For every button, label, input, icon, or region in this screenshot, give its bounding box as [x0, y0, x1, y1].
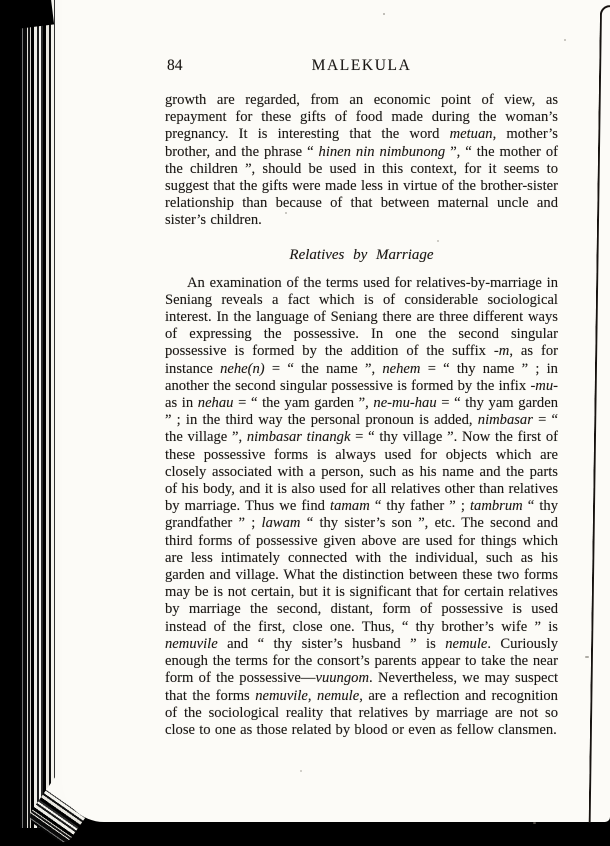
book-page-edges-texture — [20, 0, 64, 828]
text-run: = “ thy name ” ; in another the second singular possessive is formed by the infix — [165, 360, 558, 394]
scan-speck — [564, 39, 566, 41]
page-text-block — [165, 57, 558, 739]
text-run: , as for instance — [165, 343, 558, 377]
page-number: 84 — [167, 57, 183, 74]
text-run: , — [307, 687, 318, 704]
text-run: “ thy grandfather ” ; — [165, 498, 558, 532]
scan-speck — [585, 656, 589, 658]
italic-term: nimbasar tinangk — [246, 429, 351, 446]
text-run: ”, “ the mother of the children ”, should be used in this context, for it seems to suggest that the gifts were made less in virtue of the brother-sister relationship than because of that between maternal uncle and sister’s children. — [165, 143, 558, 229]
text-run: . Nevertheless, we may suspect that the forms — [165, 670, 558, 704]
italic-term: nemuvile — [165, 635, 218, 652]
italic-term: lawam — [261, 515, 301, 532]
italic-term: nemule — [445, 635, 488, 652]
text-run: “ thy father ” ; — [369, 498, 470, 515]
text-run: = “ the yam garden ”, — [233, 395, 374, 412]
text-run: , mother’s brother, and the phrase “ — [165, 126, 558, 160]
text-run: = “ thy village ”. Now the first of these possessive forms is always used for objects which are closely associated with a person, such as his name and the parts of his body, and it is also used for all relatives other than relatives by marriage. Thus we find — [165, 429, 558, 515]
italic-term: metuan — [449, 126, 493, 143]
text-run: An examination of the terms used for relatives-by-marriage in Seniang reveals a fact which is of considerable sociological interest. In the language of Seniang there are three different ways of expressing the possessive. In one the second singular possessive is formed by the addition of the suffix — [165, 274, 558, 360]
italic-term: -mu- — [530, 377, 558, 394]
page-header — [165, 57, 558, 76]
text-run: as in — [165, 395, 198, 412]
italic-term: nemuvile — [255, 687, 308, 704]
running-title: MALEKULA — [311, 57, 412, 74]
italic-term: tamam — [330, 498, 370, 515]
text-body — [165, 92, 558, 739]
italic-term: hinen nin nimbunong — [318, 143, 446, 160]
scan-speck — [533, 822, 536, 824]
text-run: = “ the village ”, — [165, 412, 558, 446]
italic-term: ne-mu-hau — [373, 395, 437, 412]
text-run: and “ thy sister’s husband ” is — [217, 635, 446, 652]
italic-term: nehem — [382, 360, 421, 377]
paragraph — [165, 92, 558, 230]
section-heading: Relatives by Marriage — [289, 246, 434, 263]
text-run: = “ the name ”, — [264, 360, 383, 377]
scan-speck — [437, 240, 439, 242]
text-run: = “ thy yam garden ” ; in the third way the personal pronoun is added, — [165, 395, 558, 429]
italic-term: nemule — [317, 687, 360, 704]
italic-term: nehe(n) — [220, 360, 265, 377]
italic-term: nehau — [197, 395, 234, 412]
italic-term: tambrum — [469, 498, 523, 515]
scan-speck — [285, 212, 287, 214]
italic-term: vuungom — [315, 670, 369, 687]
text-run: , are a reflection and recognition of the sociological reality that relatives by marriage are not so close to one as those related by blood or even as fellow clansmen. — [165, 687, 558, 738]
italic-term: -m — [493, 343, 510, 360]
scan-speck — [383, 13, 385, 15]
scan-speck — [300, 770, 302, 772]
text-run: . Curiously enough the terms for the consort’s parents appear to take the near form of the possessive— — [165, 635, 558, 687]
italic-term: nimbasar — [477, 412, 533, 429]
text-run: growth are regarded, from an economic point of view, as repayment for these gifts of food made during the woman’s pregnancy. It is interesting that the word — [165, 92, 558, 143]
paragraph — [165, 275, 558, 739]
text-run: “ thy sister’s son ”, etc. The second and third forms of possessive given above are used for things which are less intimately connected with the individual, such as his garden and village. What the distinction between these two forms may be is not certain, but it is significant that for certain relatives by marriage the second, distant, form of possessive is used instead of the first, close one. Thus, “ thy brother’s wife ” is — [165, 515, 559, 635]
